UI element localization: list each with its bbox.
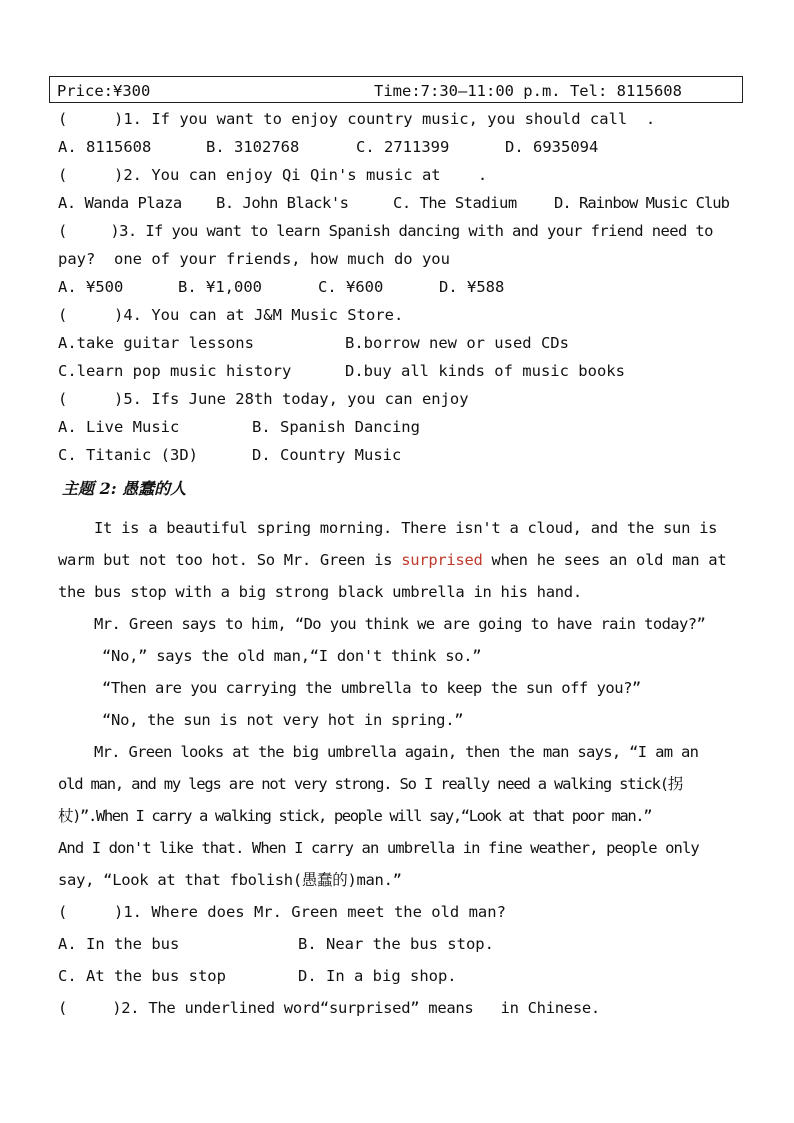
- s1-q3-option-c: C. ¥600: [318, 278, 384, 296]
- s1-q3-stem-line1: ( )3. If you want to learn Spanish dancing with and your friend need to: [58, 222, 713, 240]
- s1-q2-option-c: C. The Stadium: [393, 194, 517, 212]
- s1-q2-stem: ( )2. You can enjoy Qi Qin's music at .: [58, 166, 488, 184]
- passage-p6-line1: Mr. Green looks at the big umbrella again, then the man says, “I am an: [94, 743, 699, 761]
- passage-p1-line2: [58, 553, 726, 569]
- passage-p6-line3: 杖)”.When I carry a walking stick, people will say,“Look at that poor man.”: [58, 807, 652, 825]
- s1-q4-option-d: D.buy all kinds of music books: [345, 362, 625, 380]
- s1-q1-stem: ( )1. If you want to enjoy country music, you should call .: [58, 110, 656, 128]
- s1-q3-option-a: A. ¥500: [58, 278, 124, 296]
- s1-q2-option-b: B. John Black's: [216, 194, 349, 212]
- passage-p1-line2-after: when he sees an old man at: [482, 551, 727, 569]
- underlined-word-surprised: surprised: [401, 551, 483, 569]
- passage-p3: “No,” says the old man,“I don't think so.”: [102, 647, 482, 665]
- s1-q1-option-d: D. 6935094: [505, 138, 599, 156]
- s2-q1-option-a: A. In the bus: [58, 935, 180, 953]
- s1-q5-option-c: C. Titanic (3D): [58, 446, 198, 464]
- s2-q1-option-c: C. At the bus stop: [58, 967, 226, 985]
- s1-q4-option-c: C.learn pop music history: [58, 362, 292, 380]
- section2-heading: 主题 2: 愚蠢的人: [62, 479, 187, 498]
- s1-q5-option-b: B. Spanish Dancing: [252, 418, 420, 436]
- passage-p1-line2-before: warm but not too hot. So Mr. Green is: [58, 551, 402, 569]
- passage-p1-line3: the bus stop with a big strong black umbrella in his hand.: [58, 583, 582, 601]
- price-text: Price:¥300: [57, 82, 151, 100]
- s2-q1-stem: ( )1. Where does Mr. Green meet the old man?: [58, 903, 506, 921]
- passage-p2: Mr. Green says to him, “Do you think we are going to have rain today?”: [94, 615, 706, 633]
- s1-q1-option-c: C. 2711399: [356, 138, 450, 156]
- s1-q1-option-b: B. 3102768: [206, 138, 300, 156]
- s2-q1-option-d: D. In a big shop.: [298, 967, 457, 985]
- s2-q1-option-b: B. Near the bus stop.: [298, 935, 494, 953]
- s1-q5-option-d: D. Country Music: [252, 446, 402, 464]
- s1-q4-option-a: A.take guitar lessons: [58, 334, 254, 352]
- passage-p1-line1: It is a beautiful spring morning. There isn't a cloud, and the sun is: [94, 519, 718, 537]
- passage-p6-line4: And I don't like that. When I carry an umbrella in fine weather, people only: [58, 839, 699, 857]
- passage-p6-line2: old man, and my legs are not very strong. So I really need a walking stick(拐: [58, 775, 683, 793]
- s2-q2-stem: ( )2. The underlined word“surprised” means in Chinese.: [58, 999, 600, 1017]
- passage-p6-line5: say, “Look at that fbolish(愚蠢的)man.”: [58, 871, 402, 889]
- time-tel-text: Time:7:30—11:00 p.m. Tel: 8115608: [374, 82, 682, 100]
- passage-p4: “Then are you carrying the umbrella to keep the sun off you?”: [102, 679, 641, 697]
- s1-q2-option-a: A. Wanda Plaza: [58, 194, 182, 212]
- passage-p5: “No, the sun is not very hot in spring.”: [102, 711, 464, 729]
- s1-q2-option-d: D. Rainbow Music Club: [554, 194, 729, 212]
- s1-q4-stem: ( )4. You can at J&M Music Store.: [58, 306, 404, 324]
- s1-q3-option-b: B. ¥1,000: [178, 278, 262, 296]
- s1-q3-option-d: D. ¥588: [439, 278, 505, 296]
- s1-q3-stem-line2: pay? one of your friends, how much do you: [58, 250, 450, 268]
- s1-q4-option-b: B.borrow new or used CDs: [345, 334, 569, 352]
- s1-q1-option-a: A. 8115608: [58, 138, 152, 156]
- s1-q5-stem: ( )5. Ifs June 28th today, you can enjoy: [58, 390, 469, 408]
- s1-q5-option-a: A. Live Music: [58, 418, 180, 436]
